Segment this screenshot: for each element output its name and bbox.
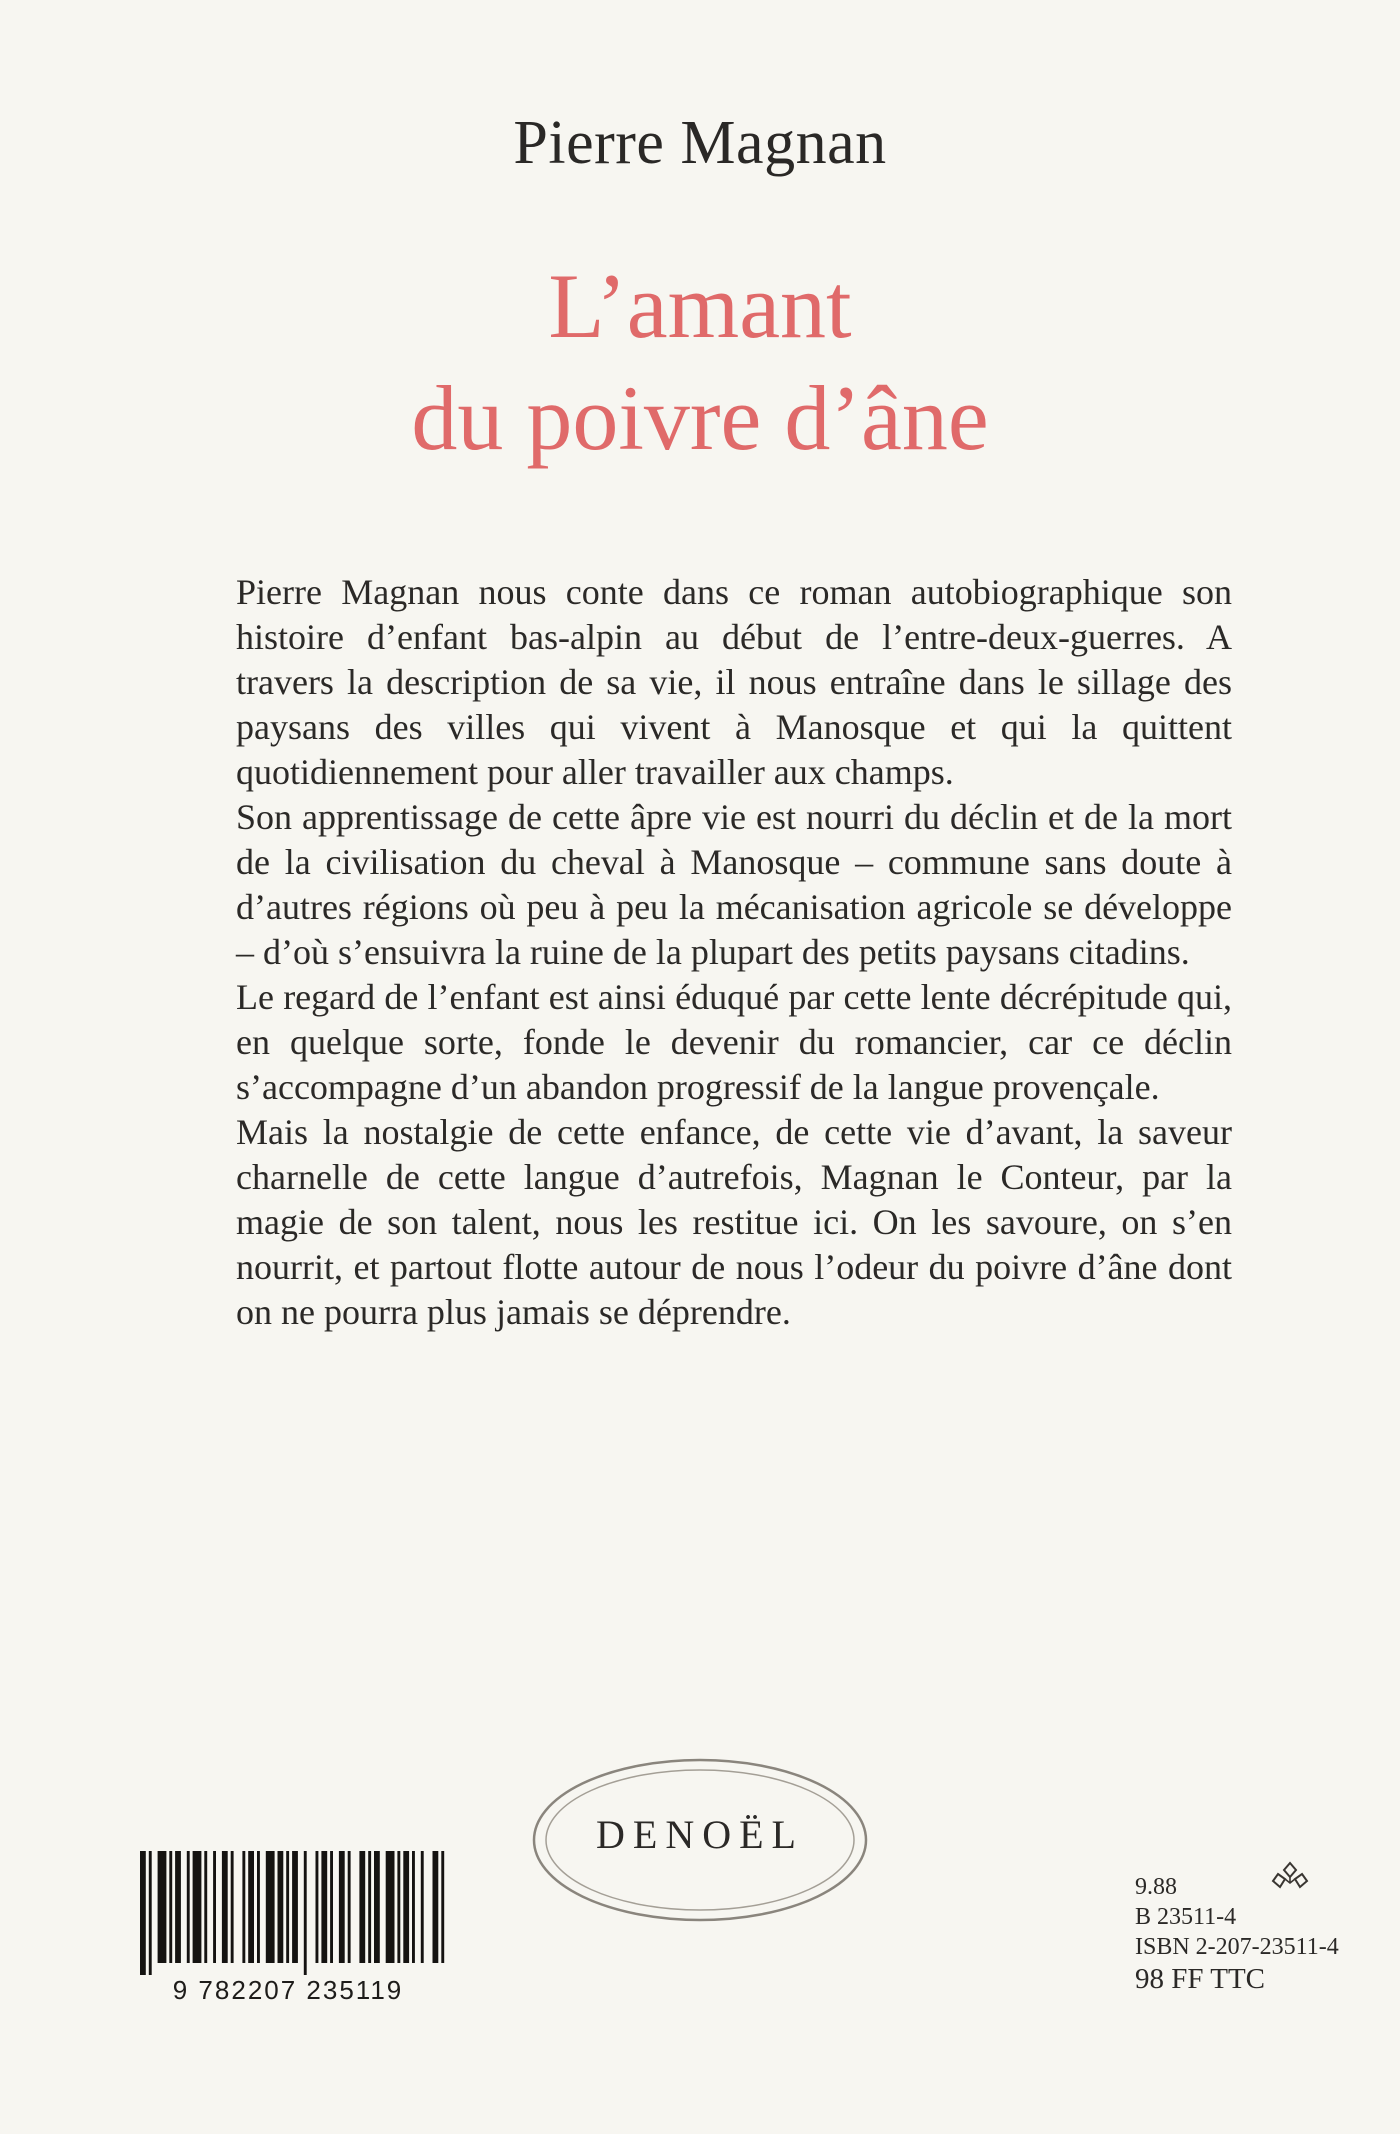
isbn-number: ISBN 2-207-23511-4 (1135, 1934, 1339, 1960)
price: 98 FF TTC (1135, 1963, 1266, 1995)
barcode-bar (348, 1851, 351, 1963)
barcode-bar (248, 1851, 254, 1963)
barcode (118, 1851, 458, 2005)
barcode-bar (433, 1851, 439, 1963)
barcode-bar (231, 1851, 234, 1963)
barcode-bar (368, 1851, 371, 1963)
barcode-bar (286, 1851, 289, 1963)
edition-code: 9.88 (1135, 1874, 1177, 1900)
author-name: Pierre Magnan (513, 109, 887, 177)
book-title (0, 250, 1400, 474)
blurb-paragraph: Le regard de l’enfant est ainsi éduqué par cette lente décrépitude qui, en quelque sorte, fonde le devenir du romancier, car ce déclin s’accompagne d’un abandon progressif de la langue provençale. (236, 977, 1232, 1107)
barcode-bar (292, 1851, 298, 1963)
barcode-bar (412, 1851, 415, 1963)
barcode-bar (175, 1851, 181, 1963)
barcode-bar (266, 1851, 275, 1963)
reference-number: B 23511-4 (1135, 1904, 1237, 1930)
barcode-bar (257, 1851, 260, 1963)
publisher-logo (528, 1753, 872, 1927)
barcode-bars (118, 1851, 458, 1981)
barcode-bar (204, 1851, 207, 1963)
barcode-bar (330, 1851, 333, 1963)
barcode-bar (140, 1851, 146, 1975)
blurb-paragraph: Son apprentissage de cette âpre vie est nourri du déclin et de la mort de la civilisation du cheval à Manosque – commune sans doute à d’autres régions où peu à peu la mécanisation agricole se développe – d’où s’ensuivra la ruine de la plupart des petits paysans citadins. (236, 797, 1232, 972)
barcode-bar (213, 1851, 216, 1963)
barcode-bar (149, 1851, 152, 1975)
barcode-bar (386, 1851, 395, 1963)
price-isbn-block (1135, 1872, 1370, 1996)
barcode-digits: 9 782207 235119 (172, 1975, 404, 2005)
publisher-name: DENOËL (596, 1812, 804, 1857)
barcode-bar (158, 1851, 167, 1963)
barcode-bar (222, 1851, 228, 1963)
barcode-bar (397, 1851, 400, 1963)
barcode-bar (169, 1851, 172, 1963)
barcode-bar (321, 1851, 327, 1963)
title-line-1: L’amant (548, 255, 852, 357)
barcode-bar (359, 1851, 365, 1963)
barcode-bar (339, 1851, 345, 1963)
barcode-bar (193, 1851, 202, 1963)
barcode-bar (403, 1851, 409, 1963)
title-line-2: du poivre d’âne (411, 367, 989, 469)
barcode-bar (304, 1851, 307, 1975)
barcode-bar (421, 1851, 424, 1963)
barcode-bar (316, 1851, 319, 1963)
back-cover-blurb (236, 570, 1232, 1335)
barcode-bar (441, 1851, 444, 1963)
barcode-bar (374, 1851, 380, 1963)
blurb-paragraph: Mais la nostalgie de cette enfance, de cette vie d’avant, la saveur charnelle de cette langue d’autrefois, Magnan le Conteur, par la magie de son talent, nous les restitue ici. On les savoure, on s’en nourrit, et partout flotte autour de nous l’odeur du poivre d’âne dont on ne pourra plus jamais se déprendre. (236, 1112, 1232, 1332)
blurb-paragraph: Pierre Magnan nous conte dans ce roman autobiographique son histoire d’enfant bas-alpin au début de l’entre-deux-guerres. A travers la description de sa vie, il nous entraîne dans le sillage des paysans des villes qui vivent à Manosque et qui la quittent quotidiennement pour aller travailler aux champs. (236, 572, 1232, 792)
barcode-bar (278, 1851, 284, 1963)
barcode-bar (187, 1851, 190, 1963)
barcode-bar (242, 1851, 245, 1963)
